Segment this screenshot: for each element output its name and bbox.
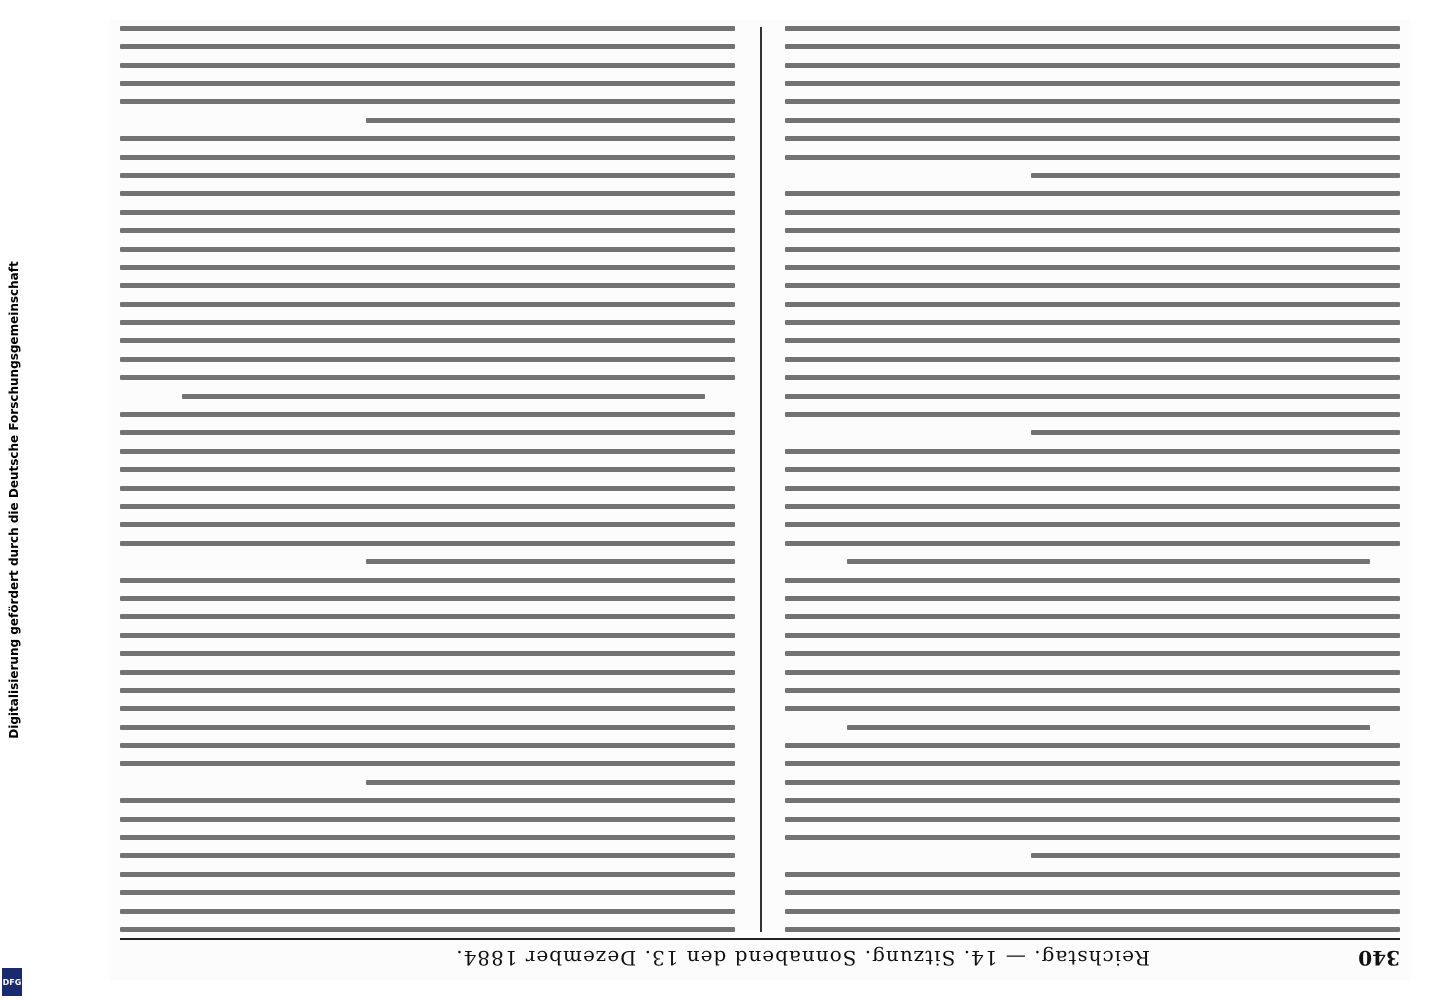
text-line (785, 155, 1400, 160)
text-line (120, 81, 735, 86)
text-line (120, 486, 735, 491)
text-line (785, 743, 1400, 748)
text-line (120, 890, 735, 895)
page-header (120, 940, 1400, 970)
text-line (120, 761, 735, 766)
text-line (785, 633, 1400, 638)
text-line (785, 578, 1400, 583)
text-line (785, 798, 1400, 803)
text-line (120, 706, 735, 711)
text-line (120, 320, 735, 325)
text-line (120, 357, 735, 362)
text-line (785, 817, 1400, 822)
text-line (785, 412, 1400, 417)
text-line (785, 247, 1400, 252)
text-line (785, 302, 1400, 307)
text-line (120, 265, 735, 270)
dfg-logo-text: DFG (2, 977, 22, 987)
text-line (120, 155, 735, 160)
text-line (785, 541, 1400, 546)
text-line (182, 394, 705, 399)
text-line (785, 210, 1400, 215)
text-line (785, 486, 1400, 491)
text-line (120, 26, 735, 31)
text-line (120, 835, 735, 840)
text-line (120, 283, 735, 288)
text-line (785, 780, 1400, 785)
text-line (120, 688, 735, 693)
text-line (785, 927, 1400, 932)
text-line (1031, 853, 1400, 858)
header-rule (120, 938, 1400, 940)
text-line (785, 191, 1400, 196)
text-line (120, 872, 735, 877)
text-line (785, 339, 1400, 344)
text-line (785, 909, 1400, 914)
text-line (785, 614, 1400, 619)
text-line (785, 761, 1400, 766)
text-line (120, 853, 735, 858)
text-line (120, 467, 735, 472)
text-line (120, 541, 735, 546)
text-line (120, 191, 735, 196)
text-line (120, 228, 735, 233)
text-line (120, 798, 735, 803)
text-line (120, 651, 735, 656)
text-line (785, 26, 1400, 31)
text-line (120, 430, 735, 435)
text-line (785, 890, 1400, 895)
text-line (785, 706, 1400, 711)
text-line (1031, 430, 1400, 435)
text-line (785, 688, 1400, 693)
page-number: 340 (1358, 946, 1400, 970)
scanned-page (110, 20, 1410, 980)
digitization-credit-text: Digitalisierung gefördert durch die Deutsche Forschungsgemeinschaft (7, 261, 21, 739)
text-line (120, 375, 735, 380)
text-line (120, 173, 735, 178)
text-line (120, 614, 735, 619)
text-column-left (785, 27, 1400, 932)
digitization-credit (4, 0, 24, 1000)
text-line (785, 504, 1400, 509)
text-line (785, 320, 1400, 325)
text-line (120, 210, 735, 215)
text-line (785, 449, 1400, 454)
text-line (120, 302, 735, 307)
text-line (785, 228, 1400, 233)
text-line (120, 44, 735, 49)
text-line (785, 44, 1400, 49)
column-divider (760, 27, 762, 932)
text-line (785, 651, 1400, 656)
text-line (120, 504, 735, 509)
text-line (785, 522, 1400, 527)
text-line (120, 339, 735, 344)
dfg-logo (2, 968, 22, 996)
text-line (785, 63, 1400, 68)
text-line (785, 357, 1400, 362)
text-line (120, 522, 735, 527)
text-line (120, 927, 735, 932)
text-line (785, 99, 1400, 104)
text-line (847, 559, 1370, 564)
text-line (120, 909, 735, 914)
text-line (785, 283, 1400, 288)
text-line (120, 247, 735, 252)
text-line (120, 725, 735, 730)
text-line (120, 633, 735, 638)
text-line (366, 118, 735, 123)
text-line (1031, 173, 1400, 178)
text-line (847, 725, 1370, 730)
text-line (120, 63, 735, 68)
text-line (785, 118, 1400, 123)
text-line (366, 780, 735, 785)
text-line (120, 596, 735, 601)
text-line (120, 743, 735, 748)
text-line (785, 394, 1400, 399)
text-line (120, 817, 735, 822)
text-column-right (120, 27, 735, 932)
text-line (120, 136, 735, 141)
text-line (785, 872, 1400, 877)
text-line (120, 412, 735, 417)
text-line (120, 578, 735, 583)
text-line (785, 81, 1400, 86)
text-line (120, 670, 735, 675)
text-line (366, 559, 735, 564)
text-line (120, 99, 735, 104)
text-line (785, 467, 1400, 472)
text-line (785, 265, 1400, 270)
text-line (785, 670, 1400, 675)
text-line (785, 375, 1400, 380)
text-line (785, 136, 1400, 141)
text-line (785, 835, 1400, 840)
running-head: Reichstag. — 14. Sitzung. Sonnabend den 13. Dezember 1884. (455, 946, 1150, 970)
text-line (785, 596, 1400, 601)
text-line (120, 449, 735, 454)
